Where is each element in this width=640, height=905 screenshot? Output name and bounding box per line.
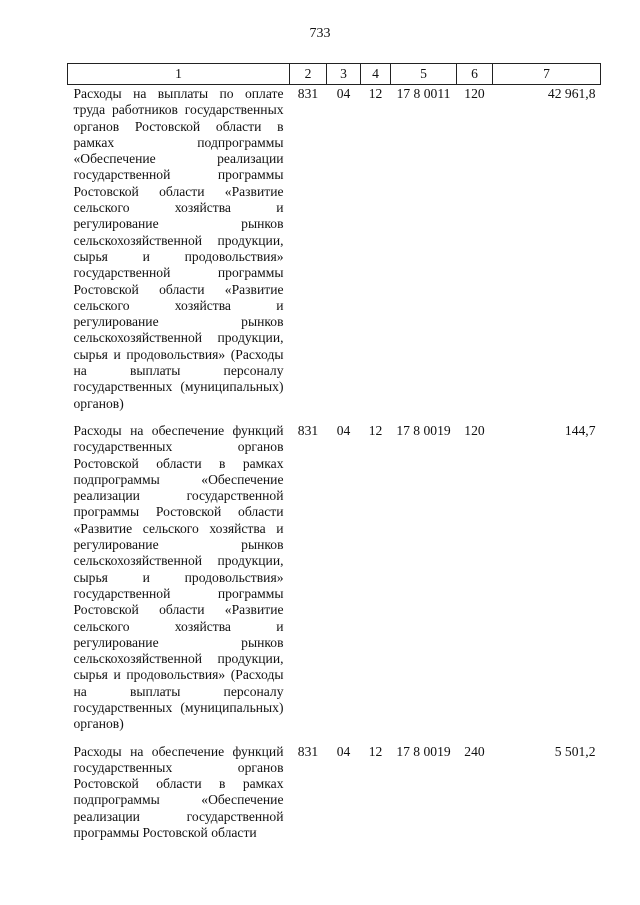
row-expense-type: 120	[464, 422, 485, 438]
table-row	[68, 422, 601, 743]
row-expense-type: 240	[464, 743, 485, 759]
row-description: Расходы на выплаты по оплате труда работников государственных органов Ростовской области в рамках подпрограммы «Обеспечение реализации государственной программы Ростовской области «Развитие сельского хозяйства и регулирование рынков сельскохозяйственной продукции, сырья и продовольствия» государственной программы Ростовской области «Развитие сельского хозяйства и регулирование рынков сельскохозяйственной продукции, сырья и продовольствия» (Расходы на выплаты персоналу государственных (муниципальных) органов)	[73, 86, 284, 411]
table-header	[68, 64, 601, 85]
header-row	[68, 64, 601, 85]
header-col-4: 4	[361, 64, 391, 85]
row-section-code: 04	[336, 86, 351, 101]
table-row	[68, 743, 601, 852]
row-expense-type: 120	[464, 86, 485, 101]
row-description: Расходы на обеспечение функций государственных органов Ростовской области в рамках подпрограммы «Обеспечение реализации государственной программы Ростовской области «Развитие сельского хозяйства и регулирование рынков сельскохозяйственной продукции, сырья и продовольствия» государственной программы Ростовской области «Развитие сельского хозяйства и регулирование рынков сельскохозяйственной продукции, сырья и продовольствия» (Расходы на выплаты персоналу государственных (муниципальных) органов)	[73, 422, 284, 732]
page-number: 733	[309, 26, 331, 41]
row-ministry-code: 831	[297, 86, 319, 101]
row-target-article: 17 8 0011	[396, 86, 451, 101]
header-col-1: 1	[68, 64, 290, 85]
table-row	[68, 85, 601, 422]
row-subsection-code: 12	[368, 422, 383, 438]
table-body	[68, 85, 601, 852]
budget-table	[67, 63, 601, 851]
row-ministry-code: 831	[297, 422, 319, 438]
header-col-2: 2	[290, 64, 327, 85]
row-description: Расходы на обеспечение функций государственных органов Ростовской области в рамках подпрограммы «Обеспечение реализации государственной программы Ростовской области	[73, 743, 284, 841]
row-target-article: 17 8 0019	[396, 422, 451, 438]
header-col-6: 6	[457, 64, 493, 85]
row-section-code: 04	[336, 743, 351, 759]
header-col-7: 7	[493, 64, 601, 85]
row-amount: 42 961,8	[547, 86, 596, 101]
header-col-3: 3	[327, 64, 361, 85]
header-col-5: 5	[391, 64, 457, 85]
row-section-code: 04	[336, 422, 351, 438]
row-amount: 5 501,2	[554, 743, 596, 759]
row-ministry-code: 831	[297, 743, 319, 759]
row-subsection-code: 12	[368, 743, 383, 759]
row-amount: 144,7	[564, 422, 596, 438]
row-target-article: 17 8 0019	[396, 743, 451, 759]
row-subsection-code: 12	[368, 86, 383, 101]
